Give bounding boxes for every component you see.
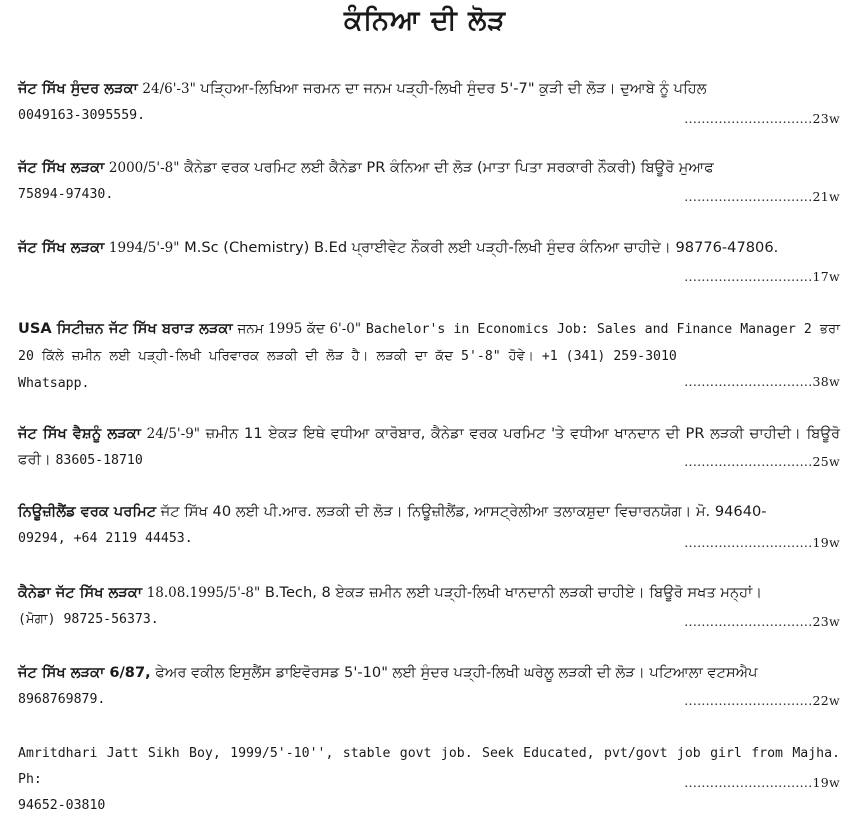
ad-code: ..............................25w xyxy=(684,454,840,469)
ad-lead: ਜੱਟ ਸਿੱਖ ਸੁੰਦਰ ਲੜਕਾ xyxy=(18,80,138,97)
ad-code: ..............................22w xyxy=(684,693,840,708)
ad-body: Amritdhari Jatt Sikh Boy, 1999/5'-10'', stable govt job. Seek Educated, pvt/govt job girl from Majha. Ph: xyxy=(18,746,840,787)
ad-code: ..............................23w xyxy=(684,111,840,126)
ad-contact: 83605-18710 xyxy=(55,453,143,468)
ad-text xyxy=(18,235,840,261)
ad-contact: 94652-03810 xyxy=(18,798,106,813)
ad-meta: 24/6'-3" xyxy=(142,81,196,97)
ad-meta: ਜਨਮ 1995 ਕੱਦ 6'-0" xyxy=(237,321,362,337)
ad-contact: 75894-97430. xyxy=(18,187,114,202)
ad-lead: ਨਿਊਜ਼ੀਲੈਂਡ ਵਰਕ ਪਰਮਿਟ xyxy=(18,503,157,520)
ad-code: ..............................19w xyxy=(684,535,840,550)
ad-contact: 8968769879. xyxy=(18,692,106,707)
ad-body: ਜੱਟ ਸਿੱਖ 40 ਲਈ ਪੀ.ਆਰ. ਲੜਕੀ ਦੀ ਲੋੜ। ਨਿਊਜ਼ੀਲੈਂਡ, ਆਸਟ੍ਰੇਲੀਆ ਤਲਾਕਸ਼ੁਦਾ ਵਿਚਾਰਨਯੋਗ। ਮੋ. 94640- xyxy=(160,503,767,520)
ad-body: B.Tech, 8 ਏਕੜ ਜ਼ਮੀਨ ਲਈ ਪੜ੍ਹੀ-ਲਿਖੀ ਖਾਨਦਾਨੀ ਲੜਕੀ ਚਾਹੀਏ। ਬਿਊਰੋ ਸਖਤ ਮਨ੍ਹਾਂ। xyxy=(264,584,763,601)
ad-code: ..............................23w xyxy=(684,614,840,629)
ad-body: ਪੜ੍ਹਿਆ-ਲਿਖਿਆ ਜਰਮਨ ਦਾ ਜਨਮ ਪੜ੍ਹੀ-ਲਿਖੀ ਸੁੰਦਰ 5'-7" ਕੁੜੀ ਦੀ ਲੋੜ। ਦੁਆਬੇ ਨੂੰ ਪਹਿਲ xyxy=(200,80,707,97)
ad-meta: 18.08.1995/5'-8" xyxy=(146,585,261,601)
ad-body: M.Sc (Chemistry) B.Ed ਪ੍ਰਾਈਵੇਟ ਨੌਕਰੀ ਲਈ ਪੜ੍ਹੀ-ਲਿਖੀ ਸੁੰਦਰ ਕੰਨਿਆ ਚਾਹੀਦੇ। 98776-47806. xyxy=(184,239,779,256)
ad-code: ..............................19w xyxy=(684,775,840,790)
ad-lead: ਜੱਟ ਸਿੱਖ ਵੈਸ਼ਨੂੰ ਲੜਕਾ xyxy=(18,425,141,442)
ad-body: ਕੈਨੇਡਾ ਵਰਕ ਪਰਮਿਟ ਲਈ ਕੈਨੇਡਾ PR ਕੰਨਿਆ ਦੀ ਲੋੜ (ਮਾਤਾ ਪਿਤਾ ਸਰਕਾਰੀ ਨੌਕਰੀ) ਬਿਊਰੋ ਮੁਆਫ xyxy=(184,159,714,176)
ad-lead: ਜੱਟ ਸਿੱਖ ਲੜਕਾ xyxy=(18,239,105,256)
ad-lead: ਕੈਨੇਡਾ ਜੱਟ ਸਿੱਖ ਲੜਕਾ xyxy=(18,584,143,601)
ad-body: ਫੇਅਰ ਵਕੀਲ ਇਸੁਲੈਂਸ ਡਾਇਵੋਰਸਡ 5'-10" ਲਈ ਸੁੰਦਰ ਪੜ੍ਹੀ-ਲਿਖੀ ਘਰੇਲੂ ਲੜਕੀ ਦੀ ਲੋੜ। ਪਟਿਆਲਾ ਵਟਸਐਪ xyxy=(155,664,758,681)
ad-body: Bachelor's in Economics Job: Sales and Finance Manager 2 ਭਰਾ 20 ਕਿੱਲੇ ਜ਼ਮੀਨ ਲਈ ਪੜ੍ਹੀ-ਲਿਖੀ ਪਰਿਵਾਰਕ ਲੜਕੀ ਦੀ ਲੋੜ ਹੈ। ਲੜਕੀ ਦਾ ਕੱਦ 5'-8" ਹੋਵੇ। +1 (341) 259-3010 xyxy=(18,322,840,364)
ad-contact: Whatsapp. xyxy=(18,376,90,391)
ad-entry xyxy=(18,235,840,261)
ad-contact: 0049163-3095559. xyxy=(18,108,146,123)
page-title: ਕੰਨਿਆ ਦੀ ਲੋੜ xyxy=(343,5,507,36)
ad-body: ਜ਼ਮੀਨ 11 ਏਕੜ ਇਥੇ ਵਧੀਆ ਕਾਰੋਬਾਰ, ਕੈਨੇਡਾ ਵਰਕ ਪਰਮਿਟ 'ਤੇ ਵਧੀਆ ਖਾਨਦਾਨ ਦੀ PR ਲੜਕੀ ਚਾਹੀਦੀ। ਬਿਊਰੋ ਫਰੀ। xyxy=(18,425,841,468)
ad-lead: ਜੱਟ ਸਿੱਖ ਲੜਕਾ xyxy=(18,159,105,176)
ad-contact: 09294, +64 2119 44453. xyxy=(18,531,193,546)
ad-lead: ਜੱਟ ਸਿੱਖ ਲੜਕਾ 6/87, xyxy=(18,664,151,681)
ad-lead: USA ਸਿਟੀਜ਼ਨ ਜੱਟ ਸਿੱਖ ਬਰਾੜ ਲੜਕਾ xyxy=(18,320,233,337)
ad-code: ..............................21w xyxy=(684,189,840,204)
ad-meta: 24/5'-9" xyxy=(146,426,200,442)
ad-code: ..............................17w xyxy=(684,269,840,284)
ad-contact: (ਮੋਗਾ) 98725-56373. xyxy=(18,612,159,627)
ad-meta: 2000/5'-8" xyxy=(108,160,180,176)
ad-code: ..............................38w xyxy=(684,374,840,389)
ad-meta: 1994/5'-9" xyxy=(108,240,180,256)
